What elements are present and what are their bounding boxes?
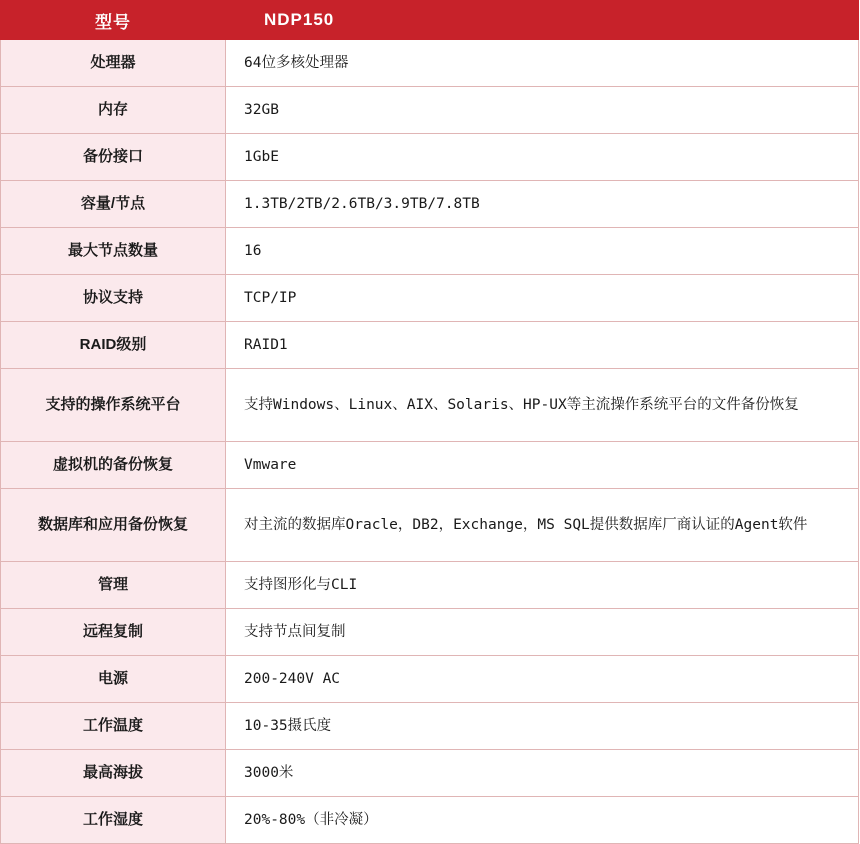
spec-label-cell: 支持的操作系统平台 [1,369,226,442]
table-row [1,228,859,275]
table-row [1,750,859,797]
spec-label-cell: 虚拟机的备份恢复 [1,442,226,489]
spec-value-cell: Vmware [226,442,859,489]
table-row [1,181,859,228]
spec-value-cell: 1GbE [226,134,859,181]
spec-value-cell: 支持图形化与CLI [226,562,859,609]
spec-value-cell: 20%-80%（非冷凝） [226,797,859,844]
table-row [1,797,859,844]
table-row [1,87,859,134]
spec-label-cell: 最大节点数量 [1,228,226,275]
table-row [1,134,859,181]
table-body [1,40,859,844]
spec-value-cell: 16 [226,228,859,275]
spec-value-cell: TCP/IP [226,275,859,322]
spec-value-cell: 3000米 [226,750,859,797]
spec-label-cell: 协议支持 [1,275,226,322]
table-row [1,562,859,609]
spec-label-cell: 管理 [1,562,226,609]
spec-value-cell: 支持节点间复制 [226,609,859,656]
spec-label-cell: 备份接口 [1,134,226,181]
table-row [1,275,859,322]
spec-label-cell: 最高海拔 [1,750,226,797]
spec-label-cell: 远程复制 [1,609,226,656]
table-row [1,369,859,442]
spec-value-cell: 1.3TB/2TB/2.6TB/3.9TB/7.8TB [226,181,859,228]
spec-label-cell: 处理器 [1,40,226,87]
spec-value-cell: 支持Windows、Linux、AIX、Solaris、HP-UX等主流操作系统平台的文件备份恢复 [226,369,859,442]
spec-value-cell: 200-240V AC [226,656,859,703]
spec-value-cell: RAID1 [226,322,859,369]
spec-value-cell: 32GB [226,87,859,134]
spec-label-cell: 内存 [1,87,226,134]
table-row [1,322,859,369]
spec-label-cell: RAID级别 [1,322,226,369]
table-row [1,40,859,87]
spec-label-cell: 工作温度 [1,703,226,750]
header-cell-model-value: NDP150 [226,1,859,40]
header-cell-model: 型号 [1,1,226,40]
spec-label-cell: 工作湿度 [1,797,226,844]
table-row [1,703,859,750]
table-header-row [1,1,859,40]
spec-label-cell: 电源 [1,656,226,703]
spec-value-cell: 64位多核处理器 [226,40,859,87]
spec-label-cell: 数据库和应用备份恢复 [1,489,226,562]
spec-value-cell: 10-35摄氏度 [226,703,859,750]
table-header [1,1,859,40]
table-row [1,609,859,656]
spec-value-cell: 对主流的数据库Oracle，DB2，Exchange，MS SQL提供数据库厂商认证的Agent软件 [226,489,859,562]
spec-label-cell: 容量/节点 [1,181,226,228]
table-row [1,656,859,703]
table-row [1,442,859,489]
table-row [1,489,859,562]
